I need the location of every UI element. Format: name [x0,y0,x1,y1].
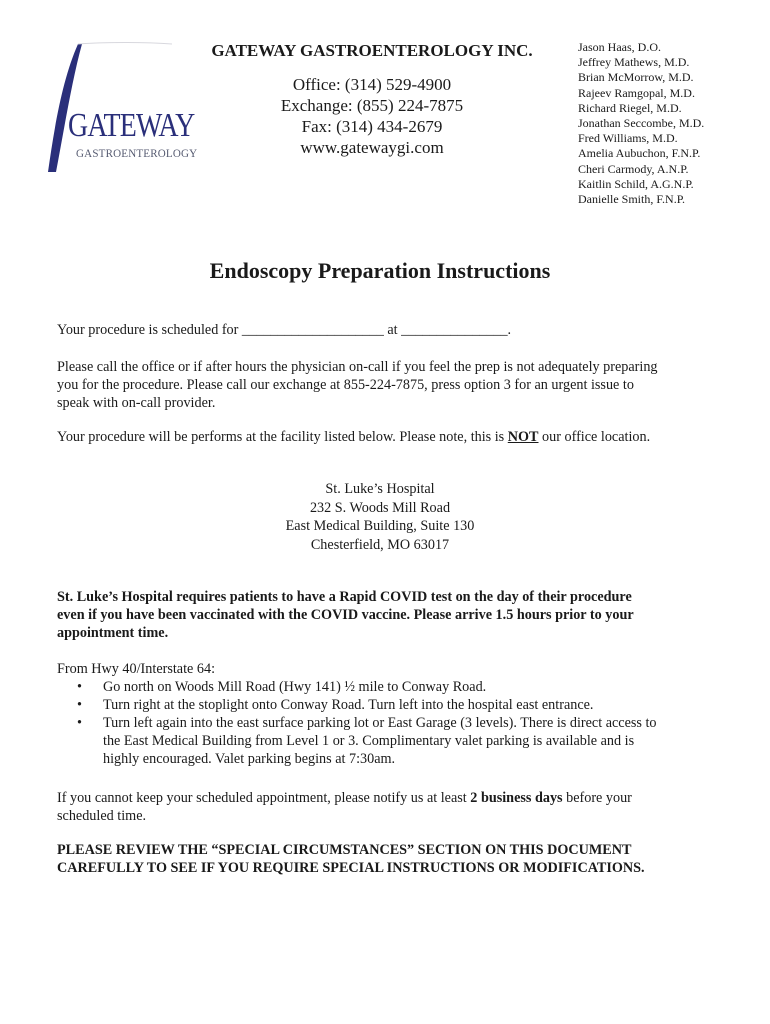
bullet-icon: • [77,715,82,731]
hospital-street: 232 S. Woods Mill Road [309,499,451,516]
provider-name: Fred Williams, M.D. [578,131,678,146]
provider-name: Kaitlin Schild, A.G.N.P. [578,176,694,191]
direction-line: the East Medical Building from Level 1 or 3. Complimentary valet parking is available and is [103,733,635,749]
provider-name: Danielle Smith, F.N.P. [578,192,686,207]
provider-name: Brian McMorrow, M.D. [578,70,694,85]
office-phone: Office: (314) 529-4900 [292,75,452,94]
cancel-text: If you cannot keep your scheduled appointment, please notify us at least [57,790,471,806]
review-notice [57,841,717,877]
provider-name: Jeffrey Mathews, M.D. [578,55,690,70]
facility-paragraph [57,428,717,446]
direction-line: highly encouraged. Valet parking begins at 7:30am. [103,751,396,767]
call-line: you for the procedure. Please call our exchange at 855-224-7875, press option 3 for an urgent issue to [57,377,634,393]
website: www.gatewaygi.com [300,138,444,157]
cancel-emphasis: 2 business days [470,790,563,806]
cancel-paragraph [57,789,717,825]
cancel-line: scheduled time. [57,808,147,824]
covid-line: appointment time. [57,625,169,641]
call-line: Please call the office or if after hours the physician on-call if you feel the prep is not adequately preparing [57,359,658,375]
provider-name: Jason Haas, D.O. [578,40,661,54]
covid-line: even if you have been vaccinated with the COVID vaccine. Please arrive 1.5 hours prior to your [57,607,634,623]
provider-name: Jonathan Seccombe, M.D. [578,116,705,131]
call-line: speak with on-call provider. [57,395,216,411]
covid-notice [57,588,717,642]
covid-line: St. Luke’s Hospital requires patients to have a Rapid COVID test on the day of their procedure [57,589,632,605]
hospital-building: East Medical Building, Suite 130 [285,518,475,534]
exchange-phone: Exchange: (855) 224-7875 [280,96,464,115]
bullet-icon: • [77,697,82,713]
cancel-text-end: before your [562,790,632,806]
logo-word: GATEWAY [68,107,195,144]
directions-list [57,678,717,768]
hospital-name: St. Luke’s Hospital [325,481,435,497]
gateway-logo [44,40,198,175]
directions-heading: From Hwy 40/Interstate 64: [57,661,216,677]
hospital-city: Chesterfield, MO 63017 [310,536,450,553]
cancel-line [57,789,717,807]
list-item [57,696,717,714]
contact-block [187,74,557,158]
provider-name: Rajeev Ramgopal, M.D. [578,85,695,100]
provider-list [578,40,704,207]
bullet-icon: • [77,679,82,695]
review-line: CAREFULLY TO SEE IF YOU REQUIRE SPECIAL INSTRUCTIONS OR MODIFICATIONS. [57,860,645,876]
direction-line: Go north on Woods Mill Road (Hwy 141) ½ mile to Conway Road. [103,679,487,695]
review-line: PLEASE REVIEW THE “SPECIAL CIRCUMSTANCES” SECTION ON THIS DOCUMENT [57,842,632,858]
direction-line: Turn left again into the east surface parking lot or East Garage (3 levels). There is direct access to [103,715,657,731]
provider-name: Richard Riegel, M.D. [578,100,682,115]
list-item [57,714,717,768]
scheduled-line: Your procedure is scheduled for ____________________ at _______________. [57,322,512,338]
fax-number: Fax: (314) 434-2679 [301,117,443,136]
provider-name: Cheri Carmody, A.N.P. [578,161,689,176]
direction-line: Turn right at the stoplight onto Conway Road. Turn left into the hospital east entrance. [103,697,594,713]
list-item [57,678,717,696]
provider-name: Amelia Aubuchon, F.N.P. [578,146,701,161]
document-title: Endoscopy Preparation Instructions [209,258,551,283]
facility-not-emphasis: NOT [507,429,539,445]
company-name: GATEWAY GASTROENTEROLOGY INC. [211,41,533,60]
call-paragraph [57,358,717,412]
facility-text: Your procedure will be performs at the facility listed below. Please note, this is [57,429,508,445]
facility-text-end: our office location. [538,429,651,445]
hospital-address [180,480,580,554]
logo-subtitle: GASTROENTEROLOGY [76,146,198,160]
